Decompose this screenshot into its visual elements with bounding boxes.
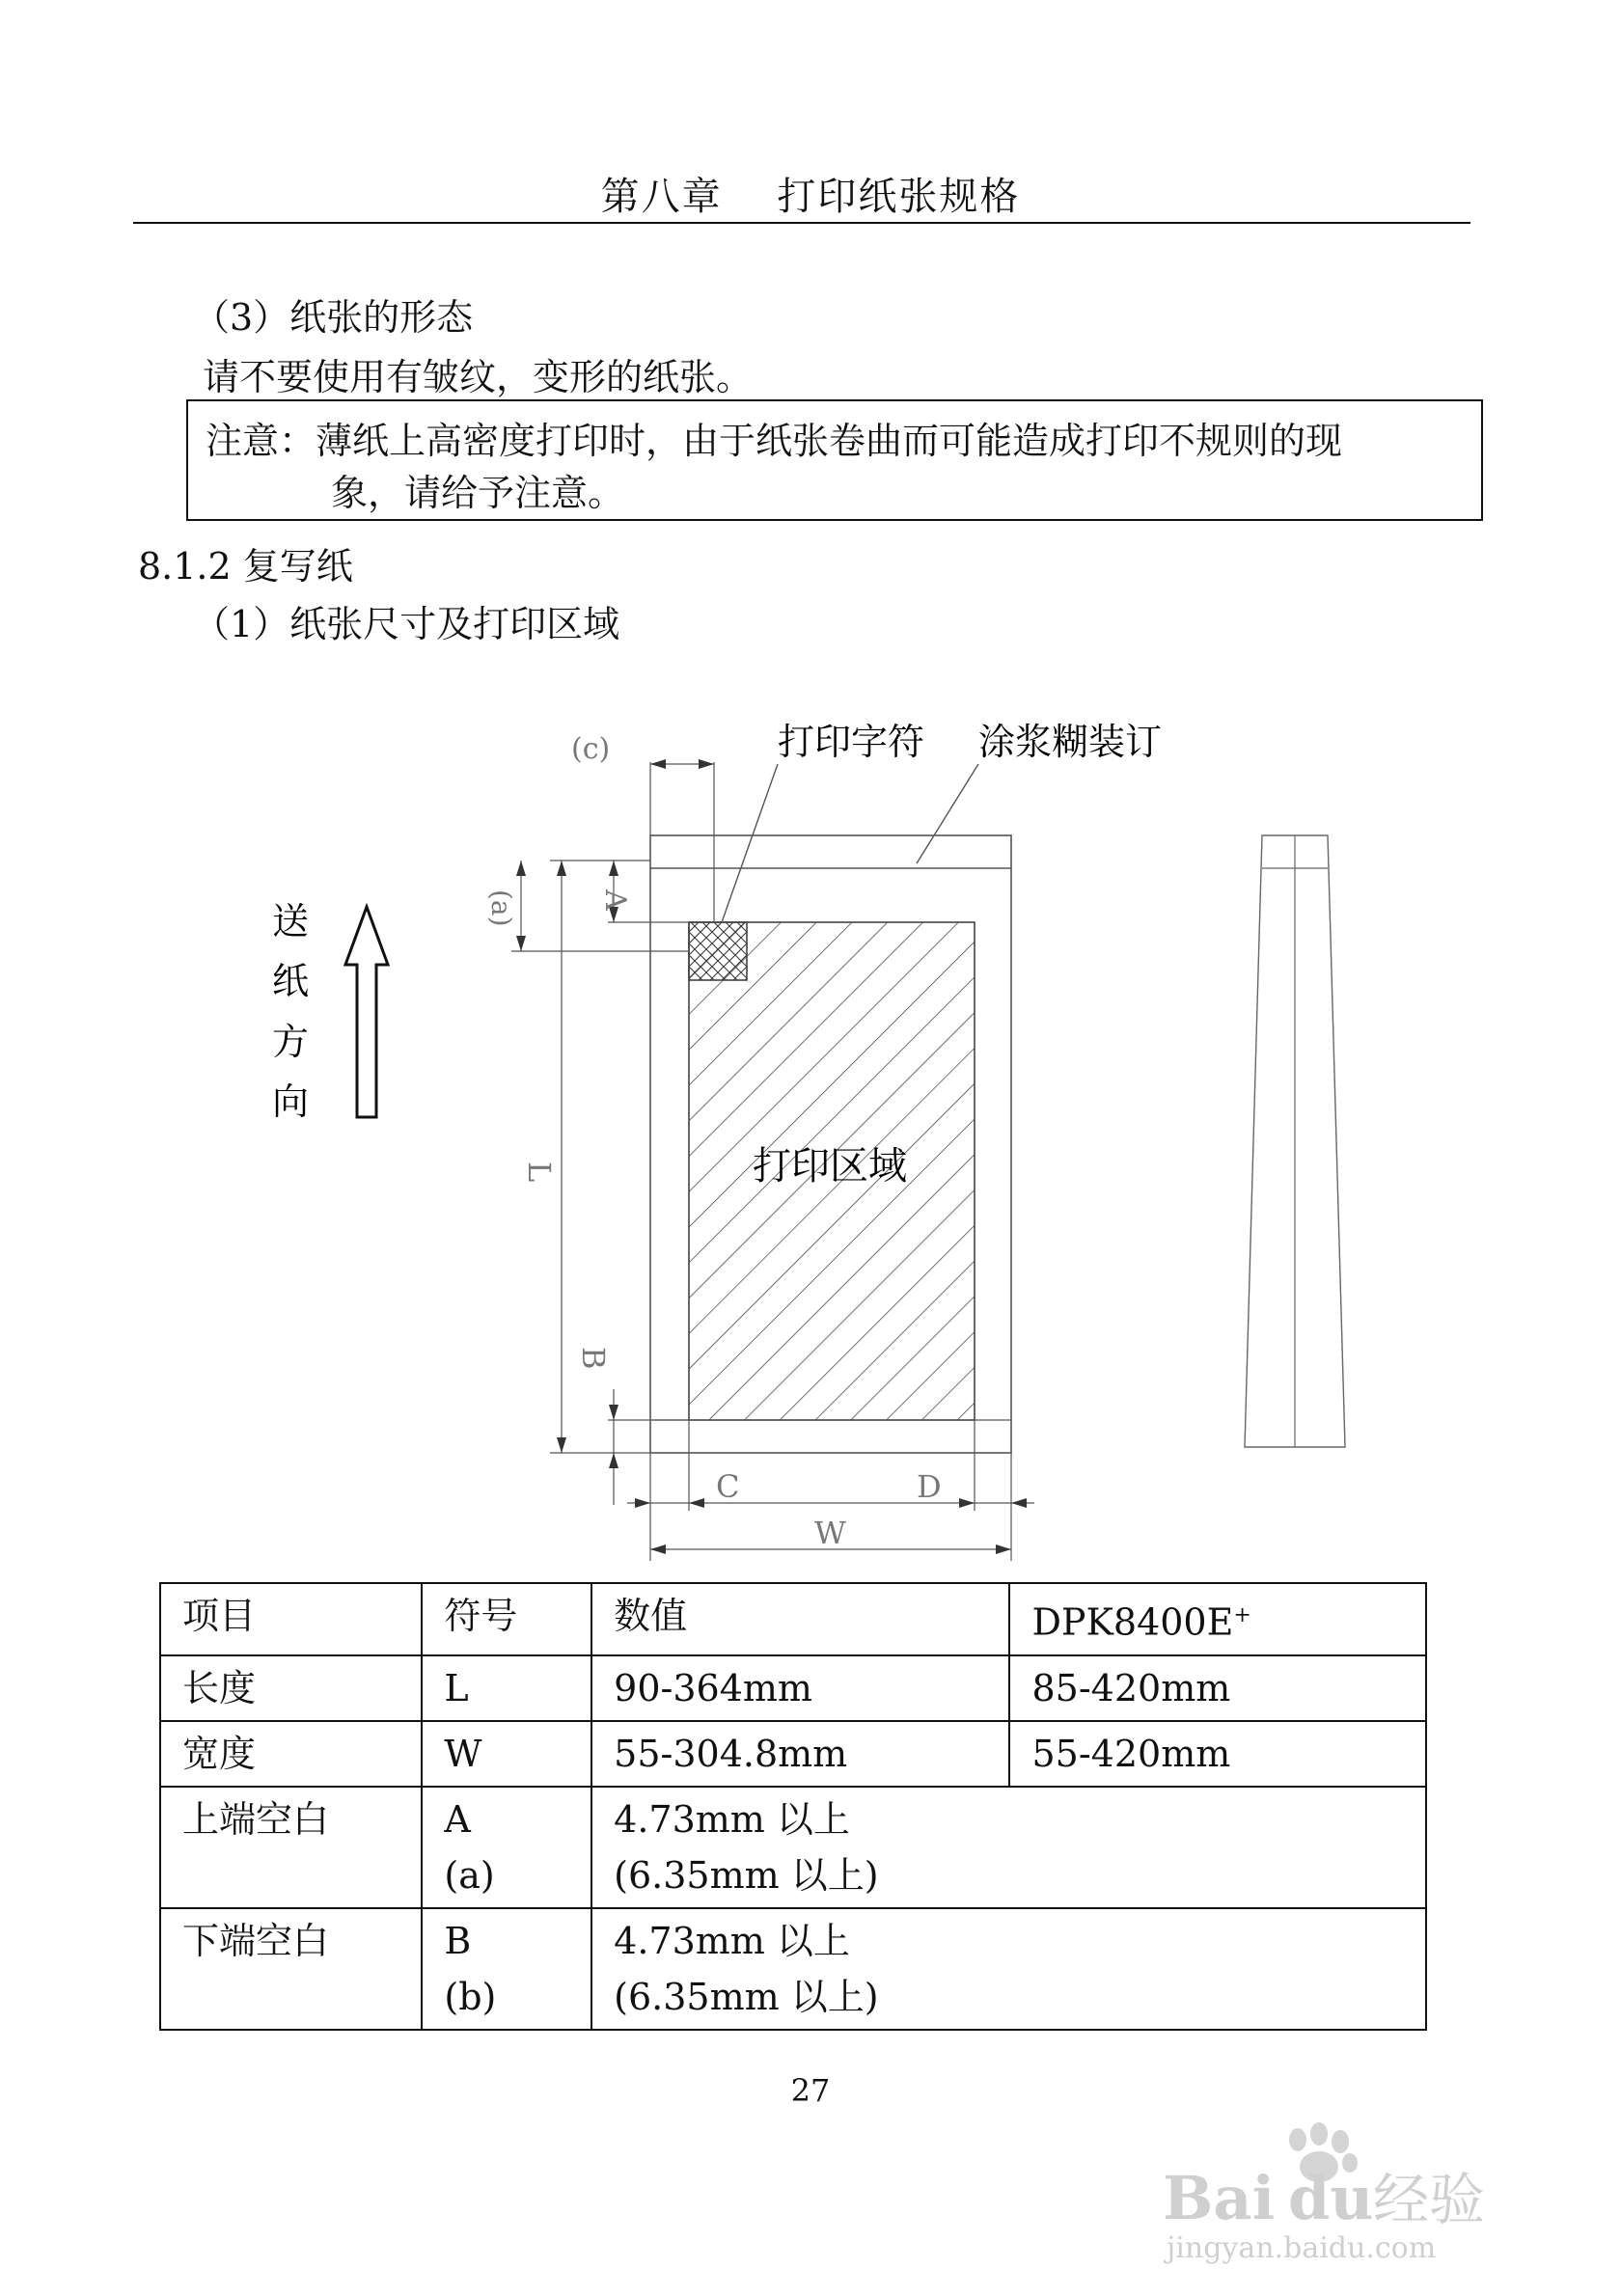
- table-cell: 长度: [160, 1655, 422, 1721]
- watermark-brand: Bai: [1163, 2163, 1276, 2233]
- table-row: [160, 1721, 1426, 1787]
- table-cell: [591, 1787, 1426, 1908]
- paper-spec-table: [159, 1582, 1427, 2031]
- print-character-cell: [689, 922, 747, 980]
- table-cell: L: [422, 1655, 591, 1721]
- dim-L: L: [521, 1162, 558, 1183]
- feed-direction-arrow: [345, 907, 388, 1117]
- note-line-2: 象，请给予注意。: [331, 472, 625, 514]
- dim-c-paren: (c): [571, 732, 611, 766]
- model-sup: +: [1233, 1603, 1251, 1627]
- label-print-area: 打印区域: [753, 1144, 907, 1189]
- label-glue-binding: 涂浆糊装订: [978, 721, 1163, 763]
- symbol-line: (b): [444, 1975, 497, 2018]
- value-line: (6.35mm 以上): [614, 1853, 879, 1897]
- dim-D: D: [917, 1468, 942, 1505]
- symbol-line: (a): [444, 1853, 495, 1897]
- table-row: [160, 1787, 1426, 1908]
- feed-direction-char: 送: [272, 900, 310, 943]
- feed-direction-char: 方: [272, 1021, 310, 1063]
- symbol-line: A: [444, 1797, 471, 1841]
- value-line: 4.73mm 以上: [614, 1797, 850, 1841]
- watermark-url: jingyan.baidu.com: [1167, 2231, 1437, 2265]
- watermark-brand-cn: 经验: [1373, 2167, 1486, 2232]
- label-print-character: 打印字符: [778, 721, 925, 763]
- chapter-title: 第八章 打印纸张规格: [600, 175, 1021, 219]
- table-cell: 宽度: [160, 1721, 422, 1787]
- table-cell: [422, 1908, 591, 2030]
- paper-form-text: 请不要使用有皱纹，变形的纸张。: [203, 356, 754, 398]
- table-cell: 下端空白: [160, 1908, 422, 2030]
- table-cell: W: [422, 1721, 591, 1787]
- page-number: 27: [790, 2072, 831, 2109]
- table-header-cell: [1009, 1583, 1426, 1655]
- dim-B: B: [575, 1347, 612, 1370]
- value-line: (6.35mm 以上): [614, 1975, 879, 2018]
- table-cell: 90-364mm: [591, 1655, 1009, 1721]
- table-header-cell: 项目: [160, 1583, 422, 1655]
- table-cell: 55-304.8mm: [591, 1721, 1009, 1787]
- dim-C: C: [716, 1468, 740, 1505]
- table-cell: 上端空白: [160, 1787, 422, 1908]
- table-header-row: [160, 1583, 1426, 1655]
- note-line-1: 注意：薄纸上高密度打印时，由于纸张卷曲而可能造成打印不规则的现: [206, 420, 1343, 462]
- table-cell: 85-420mm: [1009, 1655, 1426, 1721]
- value-line: 4.73mm 以上: [614, 1919, 850, 1962]
- table-row: [160, 1655, 1426, 1721]
- baidu-watermark: [1153, 2122, 1558, 2267]
- table-cell: 55-420mm: [1009, 1721, 1426, 1787]
- watermark-brand2: du: [1288, 2163, 1374, 2233]
- symbol-line: B: [444, 1919, 472, 1962]
- model-name: DPK8400E: [1031, 1600, 1234, 1644]
- dim-a-paren: (a): [485, 889, 517, 927]
- dim-W: W: [814, 1515, 846, 1551]
- table-header-cell: 数值: [591, 1583, 1009, 1655]
- table-cell: [422, 1787, 591, 1908]
- table-row: [160, 1908, 1426, 2030]
- paper-form-heading: （3）纸张的形态: [193, 296, 474, 339]
- table-header-cell: 符号: [422, 1583, 591, 1655]
- feed-direction-char: 向: [272, 1080, 310, 1123]
- size-heading: （1）纸张尺寸及打印区域: [193, 603, 620, 645]
- dim-A: A: [598, 889, 632, 911]
- table-cell: [591, 1908, 1426, 2030]
- feed-direction-char: 纸: [272, 960, 310, 1002]
- subsection-title: 8.1.2 复写纸: [138, 545, 353, 588]
